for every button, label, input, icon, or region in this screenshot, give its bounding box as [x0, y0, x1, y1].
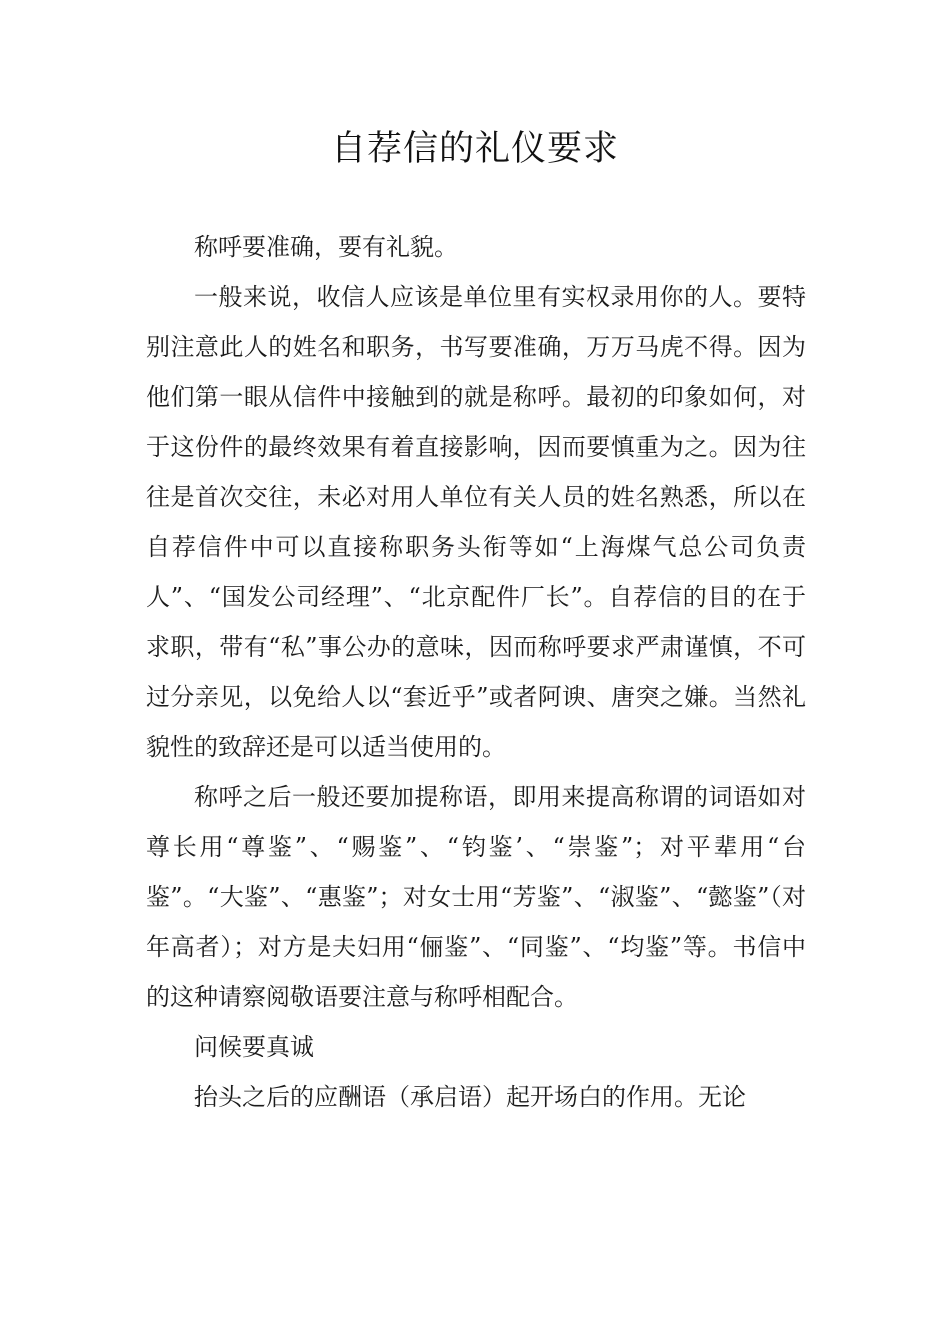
document-body	[146, 222, 806, 1122]
paragraph-honorifics: 称呼之后一般还要加提称语，即用来提高称谓的词语如对尊长用“尊鉴”、“赐鉴”、“钧鉴’、“崇鉴”；对平辈用“台鉴”。“大鉴”、“惠鉴”；对女士用“芳鉴”、“淑鉴”、“懿鉴”（对年高者）；对方是夫妇用“俪鉴”、“同鉴”、“均鉴”等。书信中的这种请察阅敬语要注意与称呼相配合。	[146, 783, 806, 1011]
paragraph-greeting-heading: 问候要真诚	[194, 1033, 314, 1061]
paragraph-opening: 抬头之后的应酬语（承启语）起开场白的作用。无论	[194, 1083, 746, 1111]
paragraph-salutation-heading: 称呼要准确，要有礼貌。	[194, 233, 458, 261]
document-title: 自荐信的礼仪要求	[330, 129, 619, 169]
paragraph-recipient: 一般来说，收信人应该是单位里有实权录用你的人。要特别注意此人的姓名和职务，书写要准确，万万马虎不得。因为他们第一眼从信件中接触到的就是称呼。最初的印象如何，对于这份件的最终效果有着直接影响，因而要慎重为之。因为往往是首次交往，未必对用人单位有关人员的姓名熟悉，所以在自荐信件中可以直接称职务头衔等如“上海煤气总公司负责人”、“国发公司经理”、“北京配件厂长”。自荐信的目的在于求职，带有“私”事公办的意味，因而称呼要求严肃谨慎，不可过分亲见，以免给人以“套近乎”或者阿谀、唐突之嫌。当然礼貌性的致辞还是可以适当使用的。	[146, 283, 806, 761]
